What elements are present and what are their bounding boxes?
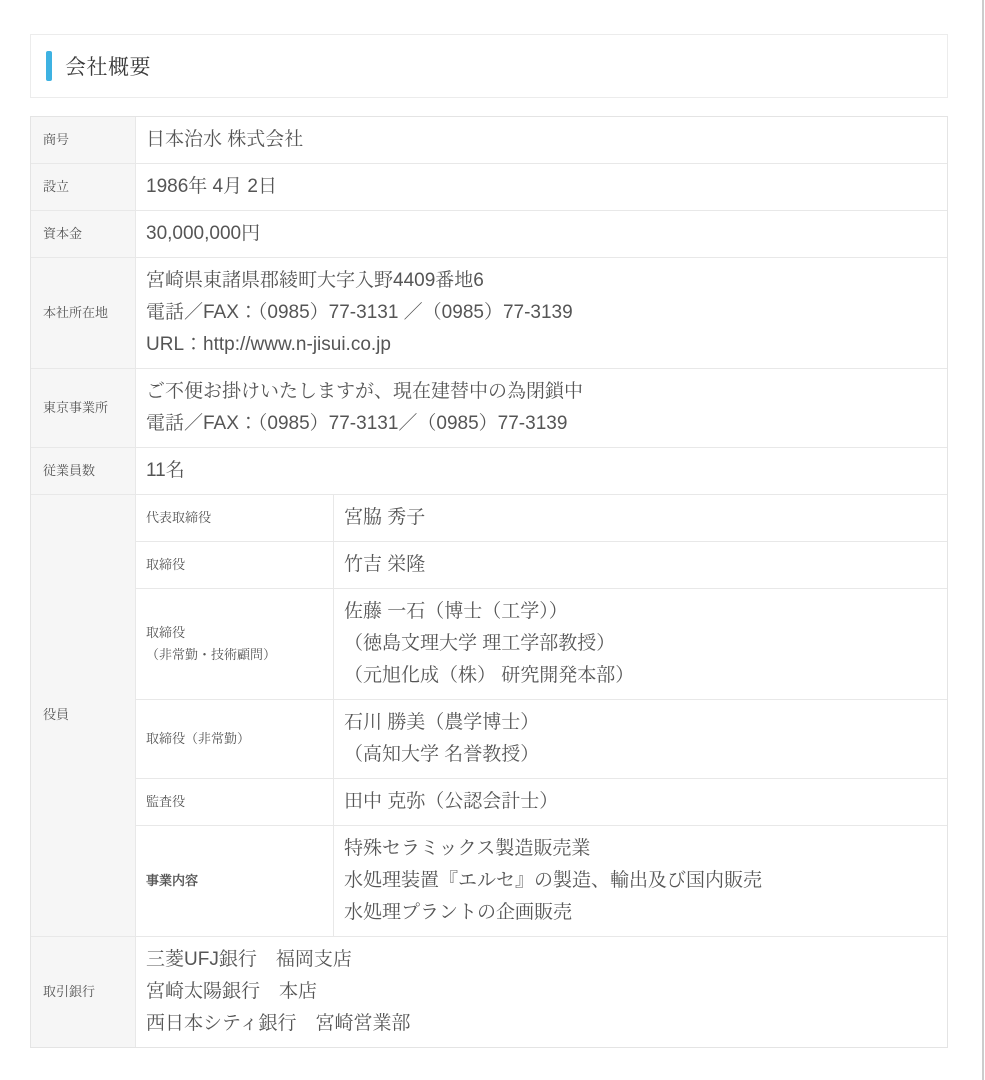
officer-title-cell: 取締役（非常勤） [136, 700, 334, 778]
officer-row-director-advisor [136, 588, 947, 699]
table-row-officers [31, 494, 947, 936]
row-header-cell: 従業員数 [31, 448, 136, 494]
officer-row-president [136, 495, 947, 541]
officer-name-cell: 田中 克弥（公認会計士） [344, 791, 559, 812]
officer-title-cell: 取締役 （非常勤・技術顧問） [136, 589, 334, 699]
row-value-cell [136, 448, 947, 494]
officer-row-director-parttime [136, 699, 947, 778]
officer-row-director [136, 541, 947, 588]
value-line: 1986年 4月 2日 [146, 176, 277, 197]
business-description-row [136, 825, 947, 936]
value-line-bank: 西日本シティ銀行 宮崎営業部 [146, 1013, 411, 1034]
company-info-table [30, 116, 948, 1048]
row-value-cell [136, 164, 947, 210]
row-value-cell [136, 211, 947, 257]
row-value-cell [136, 258, 947, 368]
row-value-cell [136, 369, 947, 447]
company-overview-page [30, 34, 948, 1048]
table-row-tokyo-office [31, 368, 947, 447]
row-header-cell: 商号 [31, 117, 136, 163]
value-line-address: 宮崎県東諸県郡綾町大字入野4409番地6 [146, 270, 484, 291]
row-value-cell [136, 117, 947, 163]
row-header-cell: 役員 [31, 495, 136, 936]
officer-title-cell: 監査役 [136, 779, 334, 825]
officer-title-cell: 代表取締役 [136, 495, 334, 541]
right-edge-border [982, 0, 984, 1080]
row-header-cell: 東京事業所 [31, 369, 136, 447]
table-row-company-name [31, 117, 947, 163]
value-line: 11名 [146, 460, 185, 481]
value-line: 日本治水 株式会社 [146, 129, 304, 150]
value-line-notice: ご不便お掛けいたしますが、現在建替中の為閉鎖中 [146, 381, 584, 402]
officer-name-cell: 佐藤 一石（博士（工学）） （徳島文理大学 理工学部教授） （元旭化成（株） 研究開発本部） [344, 601, 635, 686]
title-accent-bar [46, 51, 52, 81]
row-value-cell [136, 937, 947, 1047]
value-line: 30,000,000円 [146, 223, 261, 244]
value-line-bank: 宮崎太陽銀行 本店 [146, 981, 318, 1002]
value-line-url: URL：http://www.n-jisui.co.jp [146, 334, 391, 355]
row-header-cell: 資本金 [31, 211, 136, 257]
row-header-cell: 設立 [31, 164, 136, 210]
row-header-cell: 取引銀行 [31, 937, 136, 1047]
table-row-established [31, 163, 947, 210]
table-row-banks [31, 936, 947, 1047]
business-description-cell: 特殊セラミックス製造販売業 水処理装置『エルセ』の製造、輸出及び国内販売 水処理プラントの企画販売 [344, 838, 763, 923]
table-row-head-office [31, 257, 947, 368]
table-row-capital [31, 210, 947, 257]
section-title-box [30, 34, 948, 98]
page-title: 会社概要 [65, 56, 151, 79]
officer-title-cell: 取締役 [136, 542, 334, 588]
table-row-employees [31, 447, 947, 494]
officer-row-auditor [136, 778, 947, 825]
officers-nested-table [136, 495, 947, 936]
business-description-label: 事業内容 [136, 826, 334, 936]
row-header-cell: 本社所在地 [31, 258, 136, 368]
officer-name-cell: 石川 勝美（農学博士） （高知大学 名誉教授） [344, 712, 540, 765]
value-line-phone-fax: 電話／FAX：（0985）77-3131／（0985）77-3139 [146, 413, 568, 434]
officer-name-cell: 竹吉 栄隆 [344, 554, 426, 575]
value-line-bank: 三菱UFJ銀行 福岡支店 [146, 949, 352, 970]
value-line-phone-fax: 電話／FAX：（0985）77-3131 ／（0985）77-3139 [146, 302, 573, 323]
officer-name-cell: 宮脇 秀子 [344, 507, 426, 528]
